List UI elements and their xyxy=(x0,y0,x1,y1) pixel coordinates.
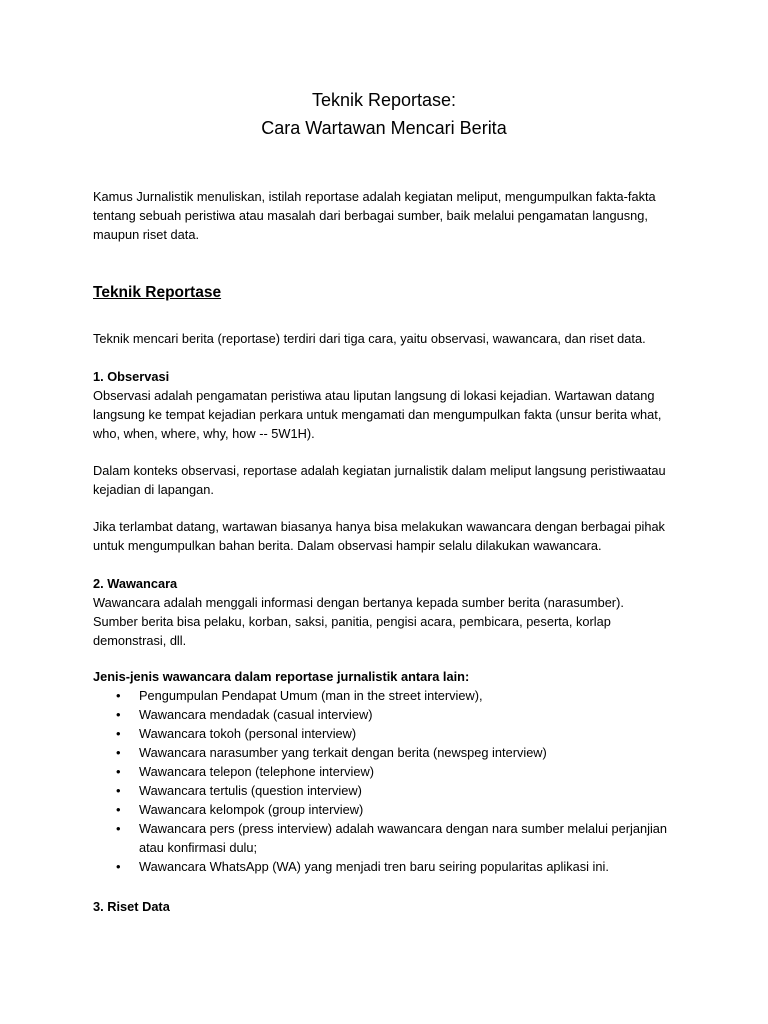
wawancara-types-list xyxy=(93,686,693,876)
bullet-icon: • xyxy=(116,764,121,779)
wawancara-list-heading-text: Jenis-jenis wawancara dalam reportase jurnalistik antara lain: xyxy=(93,669,470,684)
intro-paragraph xyxy=(93,187,693,244)
list-item xyxy=(93,762,693,781)
wawancara-line: Wawancara adalah menggali informasi dengan bertanya kepada sumber berita (narasumber). xyxy=(93,595,624,610)
section-intro-line: Teknik mencari berita (reportase) terdiri dari tiga cara, yaitu observasi, wawancara, dan riset data. xyxy=(93,331,646,346)
list-item-text: Wawancara kelompok (group interview) xyxy=(139,802,364,817)
wawancara-block xyxy=(93,574,693,650)
list-item xyxy=(93,800,693,819)
list-item xyxy=(93,857,693,876)
observasi-paragraph-2 xyxy=(93,461,693,499)
list-item-text: Wawancara mendadak (casual interview) xyxy=(139,707,373,722)
bullet-icon: • xyxy=(116,859,121,874)
intro-line: Kamus Jurnalistik menuliskan, istilah reportase adalah kegiatan meliput, mengumpulkan fakta-fakta xyxy=(93,189,656,204)
wawancara-list-heading xyxy=(93,667,693,686)
list-item xyxy=(93,781,693,800)
bullet-icon: • xyxy=(116,707,121,722)
bullet-icon: • xyxy=(116,783,121,798)
list-item-text: atau konfirmasi dulu; xyxy=(139,840,258,855)
intro-line: maupun riset data. xyxy=(93,227,199,242)
wawancara-line: Sumber berita bisa pelaku, korban, saksi, panitia, pengisi acara, pembicara, peserta, korlap xyxy=(93,614,611,629)
riset-heading xyxy=(93,897,693,916)
riset-heading-text: 3. Riset Data xyxy=(93,899,170,914)
observasi-heading: 1. Observasi xyxy=(93,369,170,384)
observasi-line: Jika terlambat datang, wartawan biasanya hanya bisa melakukan wawancara dengan berbagai pihak xyxy=(93,519,665,534)
list-item-text: Wawancara tokoh (personal interview) xyxy=(139,726,357,741)
document-title-line1: Teknik Reportase: xyxy=(311,90,457,110)
bullet-icon: • xyxy=(116,745,121,760)
observasi-line: langsung ke tempat kejadian perkara untuk mengamati dan mengumpulkan fakta (unsur berita what, xyxy=(93,407,662,422)
list-item xyxy=(93,724,693,743)
bullet-icon: • xyxy=(116,726,121,741)
list-item xyxy=(93,819,693,857)
section-heading: Teknik Reportase xyxy=(93,284,222,301)
list-item xyxy=(93,705,693,724)
observasi-line: who, when, where, why, how -- 5W1H). xyxy=(93,426,315,441)
section-intro xyxy=(93,329,693,348)
observasi-line: Dalam konteks observasi, reportase adalah kegiatan jurnalistik dalam meliput langsung peristiwaatau xyxy=(93,463,666,478)
observasi-line: kejadian di lapangan. xyxy=(93,482,214,497)
wawancara-line: demonstrasi, dll. xyxy=(93,633,187,648)
document-title-line2: Cara Wartawan Mencari Berita xyxy=(261,118,507,138)
list-item-text: Wawancara tertulis (question interview) xyxy=(139,783,362,798)
list-item-text: Wawancara pers (press interview) adalah wawancara dengan nara sumber melalui perjanjian xyxy=(139,821,668,836)
observasi-line: Observasi adalah pengamatan peristiwa atau liputan langsung di lokasi kejadian. Wartawan datang xyxy=(93,388,655,403)
observasi-paragraph-3 xyxy=(93,517,693,555)
list-item xyxy=(93,686,693,705)
list-item-text: Wawancara WhatsApp (WA) yang menjadi tren baru seiring popularitas aplikasi ini. xyxy=(139,859,609,874)
observasi-line: untuk mengumpulkan bahan berita. Dalam observasi hampir selalu dilakukan wawancara. xyxy=(93,538,602,553)
wawancara-heading: 2. Wawancara xyxy=(93,576,178,591)
bullet-icon: • xyxy=(116,802,121,817)
observasi-block xyxy=(93,367,693,443)
bullet-icon: • xyxy=(116,821,121,836)
list-item-text: Wawancara narasumber yang terkait dengan berita (newspeg interview) xyxy=(139,745,547,760)
list-item xyxy=(93,743,693,762)
intro-line: tentang sebuah peristiwa atau masalah dari berbagai sumber, baik melalui pengamatan langusng, xyxy=(93,208,648,223)
list-item-text: Wawancara telepon (telephone interview) xyxy=(139,764,374,779)
bullet-icon: • xyxy=(116,688,121,703)
list-item-text: Pengumpulan Pendapat Umum (man in the street interview), xyxy=(139,688,483,703)
